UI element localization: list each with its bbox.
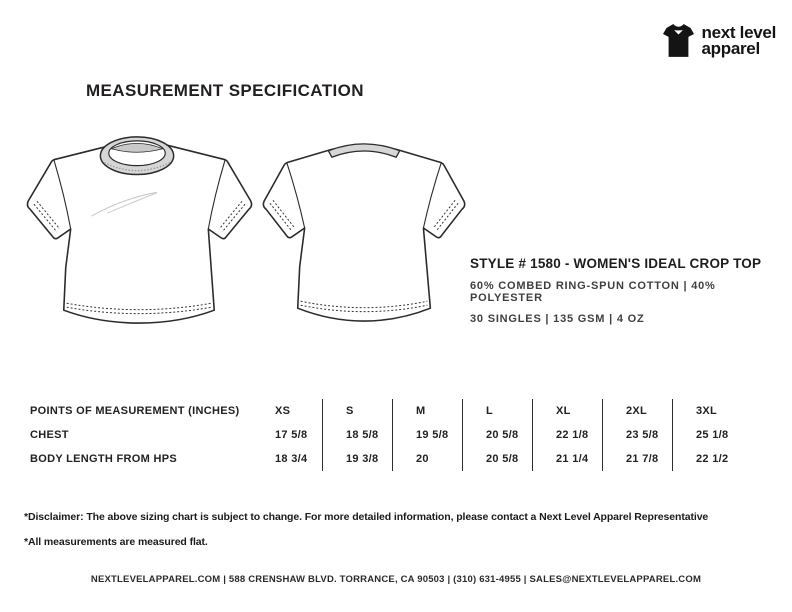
body-length-value-m: 20 xyxy=(392,447,462,471)
front-view-drawing xyxy=(23,129,255,329)
row-label-body-length: BODY LENGTH FROM HPS xyxy=(30,453,177,465)
chest-value-3xl: 25 1/8 xyxy=(672,423,742,447)
body-length-value-l: 20 5/8 xyxy=(462,447,532,471)
brand-logo-line2: apparel xyxy=(701,38,760,58)
column-header-l: L xyxy=(462,399,532,423)
column-header-s: S xyxy=(322,399,392,423)
row-label-chest: CHEST xyxy=(30,429,69,441)
body-length-value-3xl: 22 1/2 xyxy=(672,447,742,471)
chest-value-s: 18 5/8 xyxy=(322,423,392,447)
fabric-specs: 30 SINGLES | 135 GSM | 4 OZ xyxy=(470,313,645,325)
column-header-2xl: 2XL xyxy=(602,399,672,423)
column-header-3xl: 3XL xyxy=(672,399,742,423)
brand-logo-text xyxy=(701,22,777,58)
style-title: STYLE # 1580 - WOMEN'S IDEAL CROP TOP xyxy=(470,256,762,271)
back-view-drawing xyxy=(259,130,476,326)
brand-logo-line1: next level xyxy=(701,22,776,42)
brand-logo xyxy=(663,21,777,60)
body-length-value-xs: 18 3/4 xyxy=(275,453,308,465)
column-header-m: M xyxy=(392,399,462,423)
chest-value-xs: 17 5/8 xyxy=(275,429,308,441)
chest-value-2xl: 23 5/8 xyxy=(602,423,672,447)
chest-value-xl: 22 1/8 xyxy=(532,423,602,447)
disclaimer-flat: *All measurements are measured flat. xyxy=(24,536,208,548)
page-title: MEASUREMENT SPECIFICATION xyxy=(86,81,364,100)
measurement-table xyxy=(30,399,742,471)
disclaimer-sizing: *Disclaimer: The above sizing chart is subject to change. For more detailed information, please contact a Next Level Apparel Representative xyxy=(24,511,709,523)
chest-value-l: 20 5/8 xyxy=(462,423,532,447)
column-header-points-of-measurement: POINTS OF MEASUREMENT (INCHES) xyxy=(30,405,240,417)
footer-contact: NEXTLEVELAPPAREL.COM | 588 CRENSHAW BLVD. TORRANCE, CA 90503 | (310) 631-4955 | SALES@NEXTLEVELAPPAREL.COM xyxy=(90,574,702,585)
body-length-value-2xl: 21 7/8 xyxy=(602,447,672,471)
style-info xyxy=(470,256,785,334)
column-header-xs: XS xyxy=(275,405,291,417)
disclaimer-block xyxy=(24,511,784,561)
body-length-value-s: 19 3/8 xyxy=(322,447,392,471)
nla-tshirt-logo-icon xyxy=(663,21,694,60)
fabric-content: 60% COMBED RING-SPUN COTTON | 40% POLYESTER xyxy=(470,280,716,304)
chest-value-m: 19 5/8 xyxy=(392,423,462,447)
body-length-value-xl: 21 1/4 xyxy=(532,447,602,471)
column-header-xl: XL xyxy=(532,399,602,423)
